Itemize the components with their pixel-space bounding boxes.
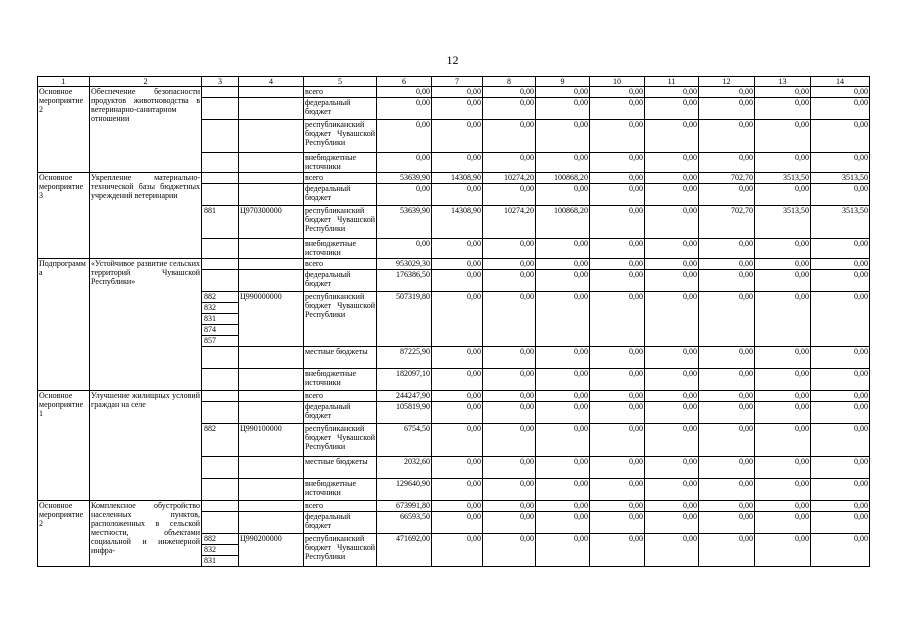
amount-cell: 0,00 bbox=[645, 87, 699, 98]
funding-source-cell: федеральный бюджет bbox=[304, 402, 377, 424]
grbs-code-cell bbox=[202, 457, 239, 479]
amount-cell: 0,00 bbox=[590, 424, 645, 457]
funding-source-cell: республиканский бюджет Чувашской Республики bbox=[304, 424, 377, 457]
amount-cell: 0,00 bbox=[645, 292, 699, 347]
amount-cell: 507319,80 bbox=[377, 292, 432, 347]
table-row bbox=[38, 501, 870, 512]
amount-cell: 0,00 bbox=[432, 120, 483, 153]
grbs-code-cell bbox=[202, 239, 239, 259]
amount-cell: 0,00 bbox=[645, 259, 699, 270]
funding-source-cell: внебюджетные источники bbox=[304, 239, 377, 259]
target-article-cell: Ц990100000 bbox=[239, 424, 304, 457]
amount-cell: 66593,50 bbox=[377, 512, 432, 534]
target-article-cell bbox=[239, 153, 304, 173]
amount-cell: 0,00 bbox=[432, 479, 483, 501]
amount-cell: 0,00 bbox=[755, 292, 811, 347]
amount-cell: 0,00 bbox=[811, 534, 870, 567]
grbs-code-cell bbox=[202, 98, 239, 120]
amount-cell: 702,70 bbox=[699, 173, 755, 184]
amount-cell: 0,00 bbox=[590, 98, 645, 120]
amount-cell: 87225,90 bbox=[377, 347, 432, 369]
amount-cell: 0,00 bbox=[536, 347, 590, 369]
event-name-cell: Основное мероприятие 2 bbox=[38, 501, 90, 567]
header-cell: 2 bbox=[90, 77, 202, 87]
grbs-code-cell bbox=[202, 292, 239, 347]
amount-cell: 0,00 bbox=[755, 501, 811, 512]
amount-cell: 0,00 bbox=[483, 391, 536, 402]
grbs-code: 857 bbox=[202, 335, 238, 346]
amount-cell: 3513,50 bbox=[811, 206, 870, 239]
amount-cell: 0,00 bbox=[483, 259, 536, 270]
amount-cell: 0,00 bbox=[811, 153, 870, 173]
event-description-cell: Комплексное обустройство населенных пунктов, расположенных в сельской местности, объектами социальной и инженерной инфра- bbox=[90, 501, 202, 567]
amount-cell: 0,00 bbox=[483, 153, 536, 173]
target-article-cell bbox=[239, 501, 304, 512]
target-article-cell bbox=[239, 184, 304, 206]
funding-source-cell: местные бюджеты bbox=[304, 347, 377, 369]
amount-cell: 0,00 bbox=[483, 347, 536, 369]
amount-cell: 0,00 bbox=[811, 87, 870, 98]
amount-cell: 0,00 bbox=[645, 369, 699, 391]
grbs-code: 881 bbox=[204, 206, 216, 215]
amount-cell: 0,00 bbox=[755, 270, 811, 292]
amount-cell: 0,00 bbox=[536, 259, 590, 270]
amount-cell: 0,00 bbox=[432, 512, 483, 534]
amount-cell: 0,00 bbox=[699, 87, 755, 98]
header-cell: 13 bbox=[755, 77, 811, 87]
amount-cell: 0,00 bbox=[377, 120, 432, 153]
amount-cell: 0,00 bbox=[590, 292, 645, 347]
funding-source-cell: всего bbox=[304, 87, 377, 98]
amount-cell: 0,00 bbox=[590, 501, 645, 512]
amount-cell: 0,00 bbox=[536, 369, 590, 391]
amount-cell: 0,00 bbox=[755, 259, 811, 270]
amount-cell: 0,00 bbox=[483, 292, 536, 347]
target-article-cell bbox=[239, 402, 304, 424]
amount-cell: 0,00 bbox=[590, 206, 645, 239]
amount-cell: 673991,80 bbox=[377, 501, 432, 512]
funding-source-cell: всего bbox=[304, 173, 377, 184]
amount-cell: 0,00 bbox=[645, 512, 699, 534]
amount-cell: 0,00 bbox=[432, 501, 483, 512]
amount-cell: 0,00 bbox=[755, 402, 811, 424]
amount-cell: 0,00 bbox=[699, 239, 755, 259]
header-cell: 10 bbox=[590, 77, 645, 87]
header-row bbox=[38, 77, 870, 87]
funding-source-cell: местные бюджеты bbox=[304, 457, 377, 479]
amount-cell: 0,00 bbox=[590, 153, 645, 173]
amount-cell: 0,00 bbox=[645, 347, 699, 369]
event-description-cell: «Устойчивое развитие сельских территорий Чувашской Республики» bbox=[90, 259, 202, 391]
amount-cell: 0,00 bbox=[377, 184, 432, 206]
amount-cell: 0,00 bbox=[590, 369, 645, 391]
amount-cell: 0,00 bbox=[811, 369, 870, 391]
amount-cell: 0,00 bbox=[645, 184, 699, 206]
amount-cell: 0,00 bbox=[432, 347, 483, 369]
amount-cell: 0,00 bbox=[483, 424, 536, 457]
amount-cell: 53639,90 bbox=[377, 173, 432, 184]
amount-cell: 0,00 bbox=[432, 259, 483, 270]
amount-cell: 0,00 bbox=[645, 206, 699, 239]
amount-cell: 0,00 bbox=[377, 153, 432, 173]
amount-cell: 0,00 bbox=[755, 369, 811, 391]
table-row bbox=[38, 87, 870, 98]
amount-cell: 0,00 bbox=[590, 347, 645, 369]
amount-cell: 0,00 bbox=[536, 153, 590, 173]
amount-cell: 0,00 bbox=[536, 534, 590, 567]
table-row bbox=[38, 391, 870, 402]
amount-cell: 0,00 bbox=[645, 173, 699, 184]
amount-cell: 953029,30 bbox=[377, 259, 432, 270]
funding-source-cell: всего bbox=[304, 259, 377, 270]
amount-cell: 10274,20 bbox=[483, 173, 536, 184]
event-name-cell: Подпрограмма bbox=[38, 259, 90, 391]
amount-cell: 0,00 bbox=[755, 120, 811, 153]
amount-cell: 0,00 bbox=[755, 184, 811, 206]
amount-cell: 0,00 bbox=[699, 424, 755, 457]
amount-cell: 0,00 bbox=[590, 259, 645, 270]
amount-cell: 0,00 bbox=[699, 153, 755, 173]
target-article-cell bbox=[239, 512, 304, 534]
target-article-cell bbox=[239, 479, 304, 501]
amount-cell: 0,00 bbox=[590, 391, 645, 402]
amount-cell: 6754,50 bbox=[377, 424, 432, 457]
event-description-cell: Улучшение жилищных условий граждан на селе bbox=[90, 391, 202, 501]
amount-cell: 0,00 bbox=[645, 534, 699, 567]
page-number: 12 bbox=[446, 53, 459, 67]
amount-cell: 0,00 bbox=[699, 534, 755, 567]
grbs-code-cell bbox=[202, 424, 239, 457]
amount-cell: 0,00 bbox=[811, 259, 870, 270]
grbs-code-cell bbox=[202, 534, 239, 567]
amount-cell: 0,00 bbox=[483, 98, 536, 120]
amount-cell: 0,00 bbox=[699, 259, 755, 270]
amount-cell: 0,00 bbox=[811, 391, 870, 402]
amount-cell: 0,00 bbox=[590, 270, 645, 292]
amount-cell: 0,00 bbox=[590, 120, 645, 153]
amount-cell: 176386,50 bbox=[377, 270, 432, 292]
grbs-code-cell bbox=[202, 402, 239, 424]
amount-cell: 0,00 bbox=[536, 501, 590, 512]
amount-cell: 100868,20 bbox=[536, 173, 590, 184]
event-description-cell: Укрепление материально-технической базы бюджетных учреждений ветеринарии bbox=[90, 173, 202, 259]
grbs-code-cell bbox=[202, 347, 239, 369]
grbs-code-cell bbox=[202, 391, 239, 402]
amount-cell: 0,00 bbox=[811, 120, 870, 153]
amount-cell: 0,00 bbox=[811, 457, 870, 479]
amount-cell: 0,00 bbox=[483, 270, 536, 292]
amount-cell: 0,00 bbox=[483, 512, 536, 534]
amount-cell: 0,00 bbox=[590, 173, 645, 184]
amount-cell: 0,00 bbox=[432, 153, 483, 173]
funding-source-cell: республиканский бюджет Чувашской Республики bbox=[304, 292, 377, 347]
amount-cell: 0,00 bbox=[432, 239, 483, 259]
funding-source-cell: внебюджетные источники bbox=[304, 479, 377, 501]
amount-cell: 3513,50 bbox=[811, 173, 870, 184]
amount-cell: 0,00 bbox=[645, 424, 699, 457]
grbs-code-cell bbox=[202, 206, 239, 239]
amount-cell: 0,00 bbox=[432, 402, 483, 424]
amount-cell: 0,00 bbox=[699, 369, 755, 391]
event-name-cell: Основное мероприятие 1 bbox=[38, 391, 90, 501]
amount-cell: 702,70 bbox=[699, 206, 755, 239]
amount-cell: 0,00 bbox=[483, 457, 536, 479]
amount-cell: 0,00 bbox=[483, 120, 536, 153]
amount-cell: 0,00 bbox=[811, 239, 870, 259]
amount-cell: 182097,10 bbox=[377, 369, 432, 391]
amount-cell: 0,00 bbox=[811, 512, 870, 534]
grbs-code-cell bbox=[202, 270, 239, 292]
amount-cell: 0,00 bbox=[811, 402, 870, 424]
amount-cell: 0,00 bbox=[699, 292, 755, 347]
amount-cell: 0,00 bbox=[699, 402, 755, 424]
grbs-code-cell bbox=[202, 369, 239, 391]
amount-cell: 0,00 bbox=[536, 270, 590, 292]
amount-cell: 0,00 bbox=[432, 424, 483, 457]
grbs-code: 831 bbox=[202, 313, 238, 324]
amount-cell: 0,00 bbox=[699, 457, 755, 479]
amount-cell: 0,00 bbox=[483, 239, 536, 259]
amount-cell: 0,00 bbox=[699, 347, 755, 369]
amount-cell: 0,00 bbox=[699, 98, 755, 120]
amount-cell: 0,00 bbox=[811, 424, 870, 457]
grbs-code-cell bbox=[202, 479, 239, 501]
amount-cell: 0,00 bbox=[536, 184, 590, 206]
amount-cell: 0,00 bbox=[811, 479, 870, 501]
amount-cell: 0,00 bbox=[699, 391, 755, 402]
amount-cell: 0,00 bbox=[483, 402, 536, 424]
amount-cell: 0,00 bbox=[536, 120, 590, 153]
amount-cell: 0,00 bbox=[483, 87, 536, 98]
amount-cell: 471692,00 bbox=[377, 534, 432, 567]
amount-cell: 100868,20 bbox=[536, 206, 590, 239]
header-cell: 3 bbox=[202, 77, 239, 87]
amount-cell: 0,00 bbox=[755, 424, 811, 457]
target-article-cell bbox=[239, 259, 304, 270]
amount-cell: 0,00 bbox=[432, 391, 483, 402]
grbs-code: 882 bbox=[204, 292, 216, 301]
amount-cell: 0,00 bbox=[590, 512, 645, 534]
amount-cell: 0,00 bbox=[536, 391, 590, 402]
amount-cell: 2032,60 bbox=[377, 457, 432, 479]
amount-cell: 0,00 bbox=[645, 457, 699, 479]
amount-cell: 0,00 bbox=[536, 512, 590, 534]
amount-cell: 0,00 bbox=[536, 87, 590, 98]
grbs-code: 832 bbox=[202, 302, 238, 313]
target-article-cell: Ц970300000 bbox=[239, 206, 304, 239]
amount-cell: 0,00 bbox=[645, 239, 699, 259]
header-cell: 5 bbox=[304, 77, 377, 87]
amount-cell: 0,00 bbox=[645, 120, 699, 153]
amount-cell: 0,00 bbox=[432, 534, 483, 567]
target-article-cell bbox=[239, 239, 304, 259]
amount-cell: 0,00 bbox=[811, 292, 870, 347]
header-cell: 14 bbox=[811, 77, 870, 87]
amount-cell: 0,00 bbox=[811, 98, 870, 120]
budget-table bbox=[37, 76, 870, 567]
amount-cell: 0,00 bbox=[645, 479, 699, 501]
amount-cell: 0,00 bbox=[432, 292, 483, 347]
header-cell: 9 bbox=[536, 77, 590, 87]
amount-cell: 0,00 bbox=[755, 98, 811, 120]
grbs-code-cell bbox=[202, 259, 239, 270]
grbs-code: 882 bbox=[204, 534, 216, 543]
amount-cell: 0,00 bbox=[377, 87, 432, 98]
header-cell: 12 bbox=[699, 77, 755, 87]
amount-cell: 0,00 bbox=[755, 153, 811, 173]
amount-cell: 0,00 bbox=[699, 501, 755, 512]
header-cell: 8 bbox=[483, 77, 536, 87]
target-article-cell: Ц990000000 bbox=[239, 292, 304, 347]
amount-cell: 0,00 bbox=[590, 479, 645, 501]
header-cell: 11 bbox=[645, 77, 699, 87]
target-article-cell bbox=[239, 98, 304, 120]
amount-cell: 105819,90 bbox=[377, 402, 432, 424]
grbs-code-cell bbox=[202, 87, 239, 98]
event-name-cell: Основное мероприятие 2 bbox=[38, 87, 90, 173]
amount-cell: 0,00 bbox=[755, 457, 811, 479]
amount-cell: 14308,90 bbox=[432, 173, 483, 184]
grbs-code: 832 bbox=[202, 544, 238, 555]
amount-cell: 244247,90 bbox=[377, 391, 432, 402]
amount-cell: 3513,50 bbox=[755, 206, 811, 239]
event-description-cell: Обеспечение безопасности продуктов животноводства в ветеринарно-санитарном отношении bbox=[90, 87, 202, 173]
amount-cell: 0,00 bbox=[590, 457, 645, 479]
target-article-cell bbox=[239, 87, 304, 98]
header-cell: 4 bbox=[239, 77, 304, 87]
amount-cell: 10274,20 bbox=[483, 206, 536, 239]
amount-cell: 0,00 bbox=[483, 501, 536, 512]
amount-cell: 0,00 bbox=[755, 391, 811, 402]
amount-cell: 0,00 bbox=[699, 120, 755, 153]
header-cell: 1 bbox=[38, 77, 90, 87]
amount-cell: 0,00 bbox=[483, 184, 536, 206]
amount-cell: 0,00 bbox=[811, 184, 870, 206]
funding-source-cell: федеральный бюджет bbox=[304, 184, 377, 206]
amount-cell: 0,00 bbox=[811, 347, 870, 369]
amount-cell: 0,00 bbox=[811, 270, 870, 292]
amount-cell: 0,00 bbox=[590, 239, 645, 259]
amount-cell: 0,00 bbox=[699, 184, 755, 206]
funding-source-cell: внебюджетные источники bbox=[304, 369, 377, 391]
amount-cell: 0,00 bbox=[432, 270, 483, 292]
target-article-cell bbox=[239, 457, 304, 479]
target-article-cell bbox=[239, 120, 304, 153]
target-article-cell bbox=[239, 270, 304, 292]
target-article-cell bbox=[239, 391, 304, 402]
amount-cell: 0,00 bbox=[590, 534, 645, 567]
amount-cell: 0,00 bbox=[811, 501, 870, 512]
event-name-cell: Основное мероприятие 3 bbox=[38, 173, 90, 259]
funding-source-cell: внебюджетные источники bbox=[304, 153, 377, 173]
amount-cell: 0,00 bbox=[755, 479, 811, 501]
funding-source-cell: федеральный бюджет bbox=[304, 98, 377, 120]
amount-cell: 0,00 bbox=[536, 98, 590, 120]
amount-cell: 0,00 bbox=[699, 479, 755, 501]
amount-cell: 0,00 bbox=[645, 98, 699, 120]
amount-cell: 0,00 bbox=[377, 239, 432, 259]
target-article-cell: Ц990200000 bbox=[239, 534, 304, 567]
grbs-code: 874 bbox=[202, 324, 238, 335]
grbs-code-cell bbox=[202, 501, 239, 512]
amount-cell: 0,00 bbox=[590, 87, 645, 98]
amount-cell: 0,00 bbox=[536, 457, 590, 479]
table-body bbox=[38, 77, 870, 567]
amount-cell: 0,00 bbox=[755, 239, 811, 259]
grbs-code-cell bbox=[202, 153, 239, 173]
funding-source-cell: республиканский бюджет Чувашской Республики bbox=[304, 534, 377, 567]
funding-source-cell: федеральный бюджет bbox=[304, 270, 377, 292]
amount-cell: 0,00 bbox=[377, 98, 432, 120]
funding-source-cell: республиканский бюджет Чувашской Республики bbox=[304, 206, 377, 239]
amount-cell: 0,00 bbox=[645, 402, 699, 424]
amount-cell: 0,00 bbox=[432, 87, 483, 98]
grbs-code: 831 bbox=[202, 555, 238, 566]
amount-cell: 0,00 bbox=[483, 369, 536, 391]
grbs-code-cell bbox=[202, 184, 239, 206]
amount-cell: 0,00 bbox=[536, 239, 590, 259]
amount-cell: 0,00 bbox=[536, 479, 590, 501]
amount-cell: 0,00 bbox=[755, 534, 811, 567]
target-article-cell bbox=[239, 173, 304, 184]
amount-cell: 0,00 bbox=[432, 457, 483, 479]
grbs-code-cell bbox=[202, 512, 239, 534]
amount-cell: 0,00 bbox=[755, 347, 811, 369]
funding-source-cell: всего bbox=[304, 501, 377, 512]
amount-cell: 0,00 bbox=[645, 153, 699, 173]
amount-cell: 0,00 bbox=[645, 501, 699, 512]
grbs-code: 882 bbox=[204, 424, 216, 433]
amount-cell: 129640,90 bbox=[377, 479, 432, 501]
funding-source-cell: всего bbox=[304, 391, 377, 402]
table-row bbox=[38, 259, 870, 270]
amount-cell: 0,00 bbox=[432, 369, 483, 391]
amount-cell: 0,00 bbox=[645, 270, 699, 292]
grbs-code-cell bbox=[202, 173, 239, 184]
amount-cell: 0,00 bbox=[432, 184, 483, 206]
amount-cell: 0,00 bbox=[699, 512, 755, 534]
table-row bbox=[38, 173, 870, 184]
amount-cell: 3513,50 bbox=[755, 173, 811, 184]
amount-cell: 0,00 bbox=[645, 391, 699, 402]
grbs-code-cell bbox=[202, 120, 239, 153]
amount-cell: 0,00 bbox=[699, 270, 755, 292]
amount-cell: 0,00 bbox=[755, 87, 811, 98]
target-article-cell bbox=[239, 369, 304, 391]
funding-source-cell: федеральный бюджет bbox=[304, 512, 377, 534]
amount-cell: 0,00 bbox=[536, 292, 590, 347]
amount-cell: 0,00 bbox=[432, 98, 483, 120]
amount-cell: 0,00 bbox=[536, 424, 590, 457]
amount-cell: 0,00 bbox=[536, 402, 590, 424]
amount-cell: 0,00 bbox=[590, 184, 645, 206]
amount-cell: 0,00 bbox=[755, 512, 811, 534]
amount-cell: 0,00 bbox=[483, 479, 536, 501]
amount-cell: 0,00 bbox=[590, 402, 645, 424]
funding-source-cell: республиканский бюджет Чувашской Республики bbox=[304, 120, 377, 153]
header-cell: 7 bbox=[432, 77, 483, 87]
header-cell: 6 bbox=[377, 77, 432, 87]
amount-cell: 0,00 bbox=[483, 534, 536, 567]
amount-cell: 53639,90 bbox=[377, 206, 432, 239]
amount-cell: 14308,90 bbox=[432, 206, 483, 239]
target-article-cell bbox=[239, 347, 304, 369]
